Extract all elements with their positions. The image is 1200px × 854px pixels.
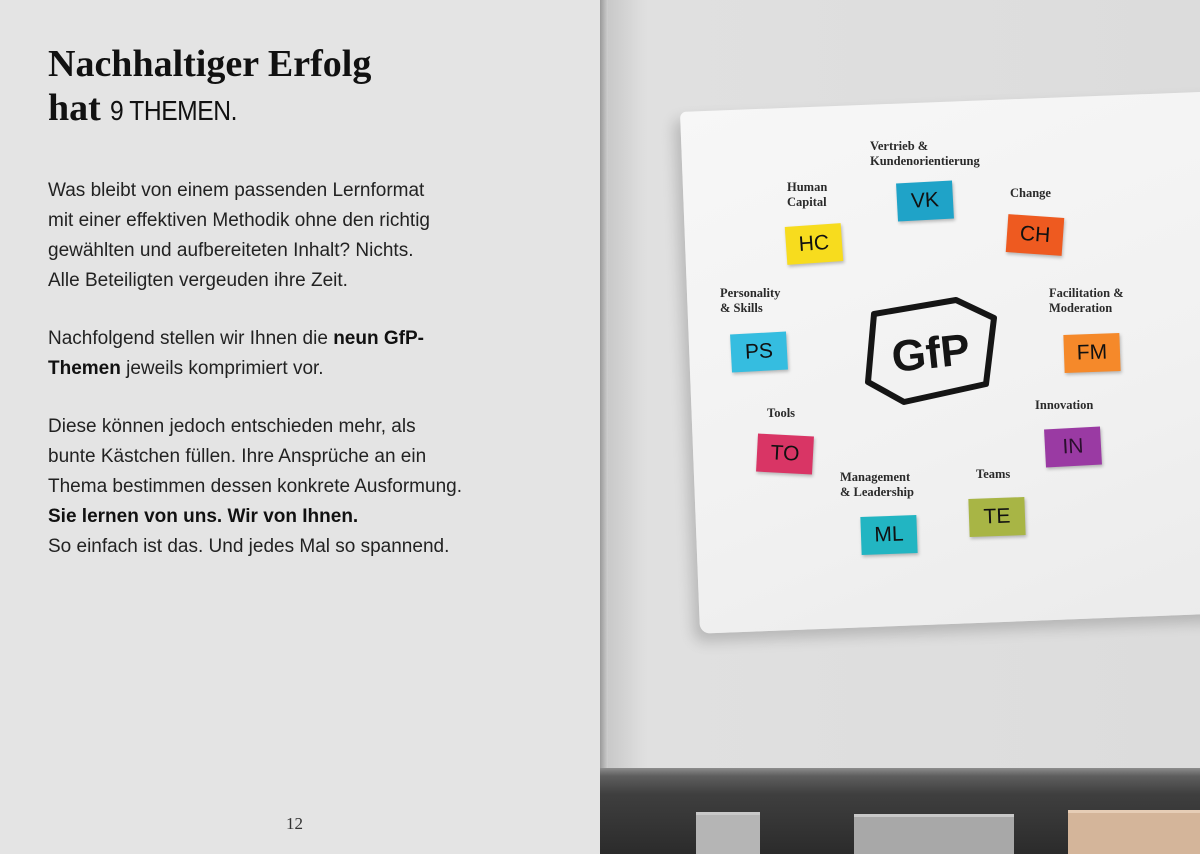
- topic-label-vk: Vertrieb & Kundenorientierung: [870, 139, 980, 168]
- page-title: [48, 42, 371, 133]
- body-text: [48, 176, 548, 590]
- paragraph-line: Was bleibt von einem passenden Lernformat: [48, 180, 425, 201]
- book-gutter: [600, 0, 608, 854]
- paragraph-emphasis-line: Sie lernen von uns. Wir von Ihnen.: [48, 506, 359, 527]
- page-number: 12: [286, 814, 303, 833]
- paragraph-1: [48, 176, 548, 296]
- paragraph-line: So einfach ist das. Und jedes Mal so spannend.: [48, 536, 450, 557]
- topic-sticker-fm: FM: [1063, 333, 1120, 373]
- paragraph-line: [48, 354, 548, 384]
- topic-sticker-te: TE: [968, 497, 1025, 537]
- paragraph-line: bunte Kästchen füllen. Ihre Ansprüche an ein: [48, 446, 427, 467]
- shelf-object: [854, 814, 1014, 854]
- paragraph-text: Nachfolgend stellen wir Ihnen die: [48, 328, 334, 349]
- paragraph-line: Diese können jedoch entschieden mehr, als: [48, 416, 416, 437]
- shelf-object: [1068, 810, 1200, 854]
- title-line-2: [48, 86, 371, 133]
- title-line-1: Nachhaltiger Erfolg: [48, 43, 372, 85]
- topic-sticker-ch: CH: [1006, 214, 1065, 256]
- paragraph-line: gewählten und aufbereiteten Inhalt? Nichts.: [48, 240, 414, 261]
- paragraph-line: Alle Beteiligten vergeuden ihre Zeit.: [48, 270, 348, 291]
- paragraph-emphasis: Themen: [48, 358, 121, 379]
- paragraph-3: [48, 412, 548, 562]
- topic-label-ml: Management & Leadership: [840, 470, 914, 499]
- paragraph-line: mit einer effektiven Methodik ohne den richtig: [48, 210, 430, 231]
- title-subheading: 9 THEMEN.: [110, 95, 238, 126]
- paragraph-text: jeweils komprimiert vor.: [120, 358, 324, 379]
- topic-label-ch: Change: [1010, 186, 1051, 200]
- title-hat: hat: [48, 87, 101, 129]
- topic-sticker-ps: PS: [730, 332, 788, 373]
- paragraph-2: [48, 324, 548, 384]
- logo-text: GfP: [889, 325, 973, 382]
- paragraph-emphasis: neun GfP-: [333, 328, 424, 349]
- topic-label-in: Innovation: [1035, 398, 1094, 412]
- gfp-logo: [864, 296, 998, 406]
- topic-sticker-in: IN: [1044, 427, 1102, 468]
- wall-shadow: [608, 0, 648, 770]
- paragraph-line: Thema bestimmen dessen konkrete Ausformung.: [48, 476, 462, 497]
- topic-sticker-ml: ML: [860, 515, 917, 555]
- topic-sticker-vk: VK: [896, 181, 954, 222]
- topic-label-ps: Personality & Skills: [720, 286, 781, 315]
- topic-label-te: Teams: [976, 467, 1011, 481]
- photo-page: [600, 0, 1200, 854]
- topic-sticker-to: TO: [756, 434, 814, 475]
- topic-label-hc: Human Capital: [787, 180, 828, 209]
- topic-sticker-hc: HC: [785, 223, 844, 265]
- paragraph-line: [48, 324, 548, 354]
- topic-label-fm: Facilitation & Moderation: [1049, 286, 1124, 315]
- shelf-object: [696, 812, 760, 854]
- topic-label-to: Tools: [767, 406, 796, 420]
